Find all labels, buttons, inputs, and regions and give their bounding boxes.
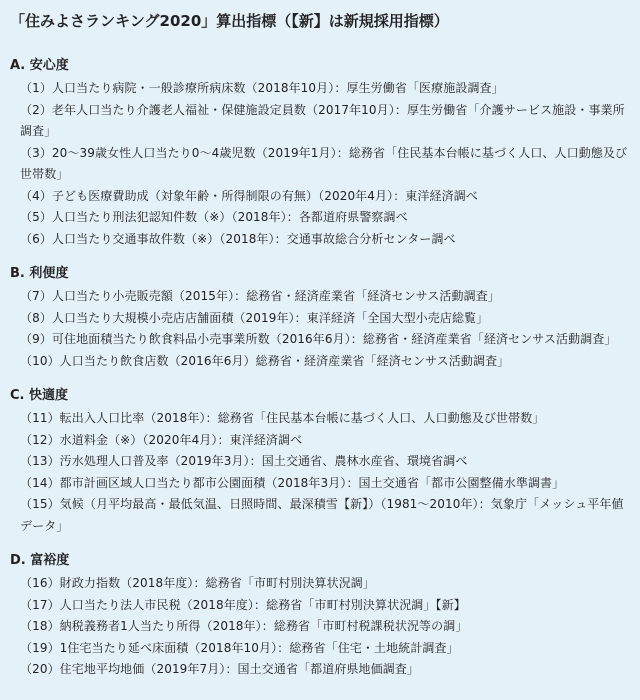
indicator-item: （13）汚水処理人口普及率（2019年3月）：国土交通省、農林水産省、環境省調べ	[20, 454, 468, 468]
indicator-item: （6）人口当たり交通事故件数（※）（2018年）：交通事故総合分析センター調べ	[20, 231, 456, 246]
indicator-item: （5）人口当たり刑法犯認知件数（※）（2018年）：各都道府県警察調べ	[20, 210, 408, 224]
document-title: 「住みよさランキング2020」算出指標（【新】は新規採用指標）	[10, 12, 449, 30]
indicator-item: （11）転出入人口比率（2018年）：総務省「住民基本台帳に基づく人口、人口動態及び世帯数」	[20, 411, 545, 425]
indicator-item: （19）1住宅当たり延べ床面積（2018年10月）：総務省「住宅・土地統計調査」	[20, 640, 459, 655]
section-heading: A. 安心度	[10, 58, 69, 73]
indicator-item: （18）納税義務者1人当たり所得（2018年）：総務省「市町村税課税状況等の調」	[20, 619, 468, 633]
section-heading: B. 利便度	[10, 266, 69, 281]
indicator-item: （12）水道料金（※）（2020年4月）：東洋経済調べ	[20, 432, 303, 447]
indicator-item: （4）子ども医療費助成（対象年齢・所得制限の有無）（2020年4月）：東洋経済調べ	[20, 188, 478, 203]
indicator-list	[8, 573, 632, 681]
indicator-list	[8, 78, 632, 250]
indicator-item: （17）人口当たり法人市民税（2018年度）：総務省「市町村別決算状況調」【新】	[20, 597, 466, 612]
indicator-item: （9）可住地面積当たり飲食料品小売事業所数（2016年6月）：総務省・経済産業省「経済センサス活動調査」	[20, 332, 617, 346]
indicator-item: （14）都市計画区域人口当たり都市公園面積（2018年3月）：国土交通省「都市公園整備水準調書」	[20, 475, 565, 490]
indicator-item: （20）住宅地平均地価（2019年7月）：国土交通省「都道府県地価調査」	[20, 662, 420, 676]
indicator-item: （2）老年人口当たり介護老人福祉・保健施設定員数（2017年10月）：厚生労働省「介護サービス施設・事業所調査」	[20, 102, 625, 138]
section-benri	[8, 264, 632, 372]
indicator-item: （10）人口当たり飲食店数（2016年6月）総務省・経済産業省「経済センサス活動調査」	[20, 353, 510, 368]
sections-container	[8, 56, 632, 681]
section-heading: D. 富裕度	[10, 553, 70, 568]
indicator-item: （3）20～39歳女性人口当たり0～4歳児数（2019年1月）：総務省「住民基本台帳に基づく人口、人口動態及び世帯数」	[20, 145, 628, 181]
indicator-item: （15）気候（月平均最高・最低気温、日照時間、最深積雪【新】）（1981～2010年）：気象庁「メッシュ平年値データ」	[20, 497, 624, 533]
indicator-list	[8, 286, 632, 372]
section-heading: C. 快適度	[10, 388, 69, 403]
indicator-item: （7）人口当たり小売販売額（2015年）：総務省・経済産業省「経済センサス活動調査」	[20, 289, 500, 303]
indicator-item: （16）財政力指数（2018年度）：総務省「市町村別決算状況調」	[20, 576, 376, 590]
indicator-item: （1）人口当たり病院・一般診療所病床数（2018年10月）：厚生労働省「医療施設調査」	[20, 81, 504, 95]
indicator-list	[8, 408, 632, 537]
section-kaiteki	[8, 386, 632, 537]
section-fuyu	[8, 551, 632, 681]
section-anshin	[8, 56, 632, 250]
indicator-item: （8）人口当たり大規模小売店店舗面積（2019年）：東洋経済「全国大型小売店総覧」	[20, 310, 489, 325]
